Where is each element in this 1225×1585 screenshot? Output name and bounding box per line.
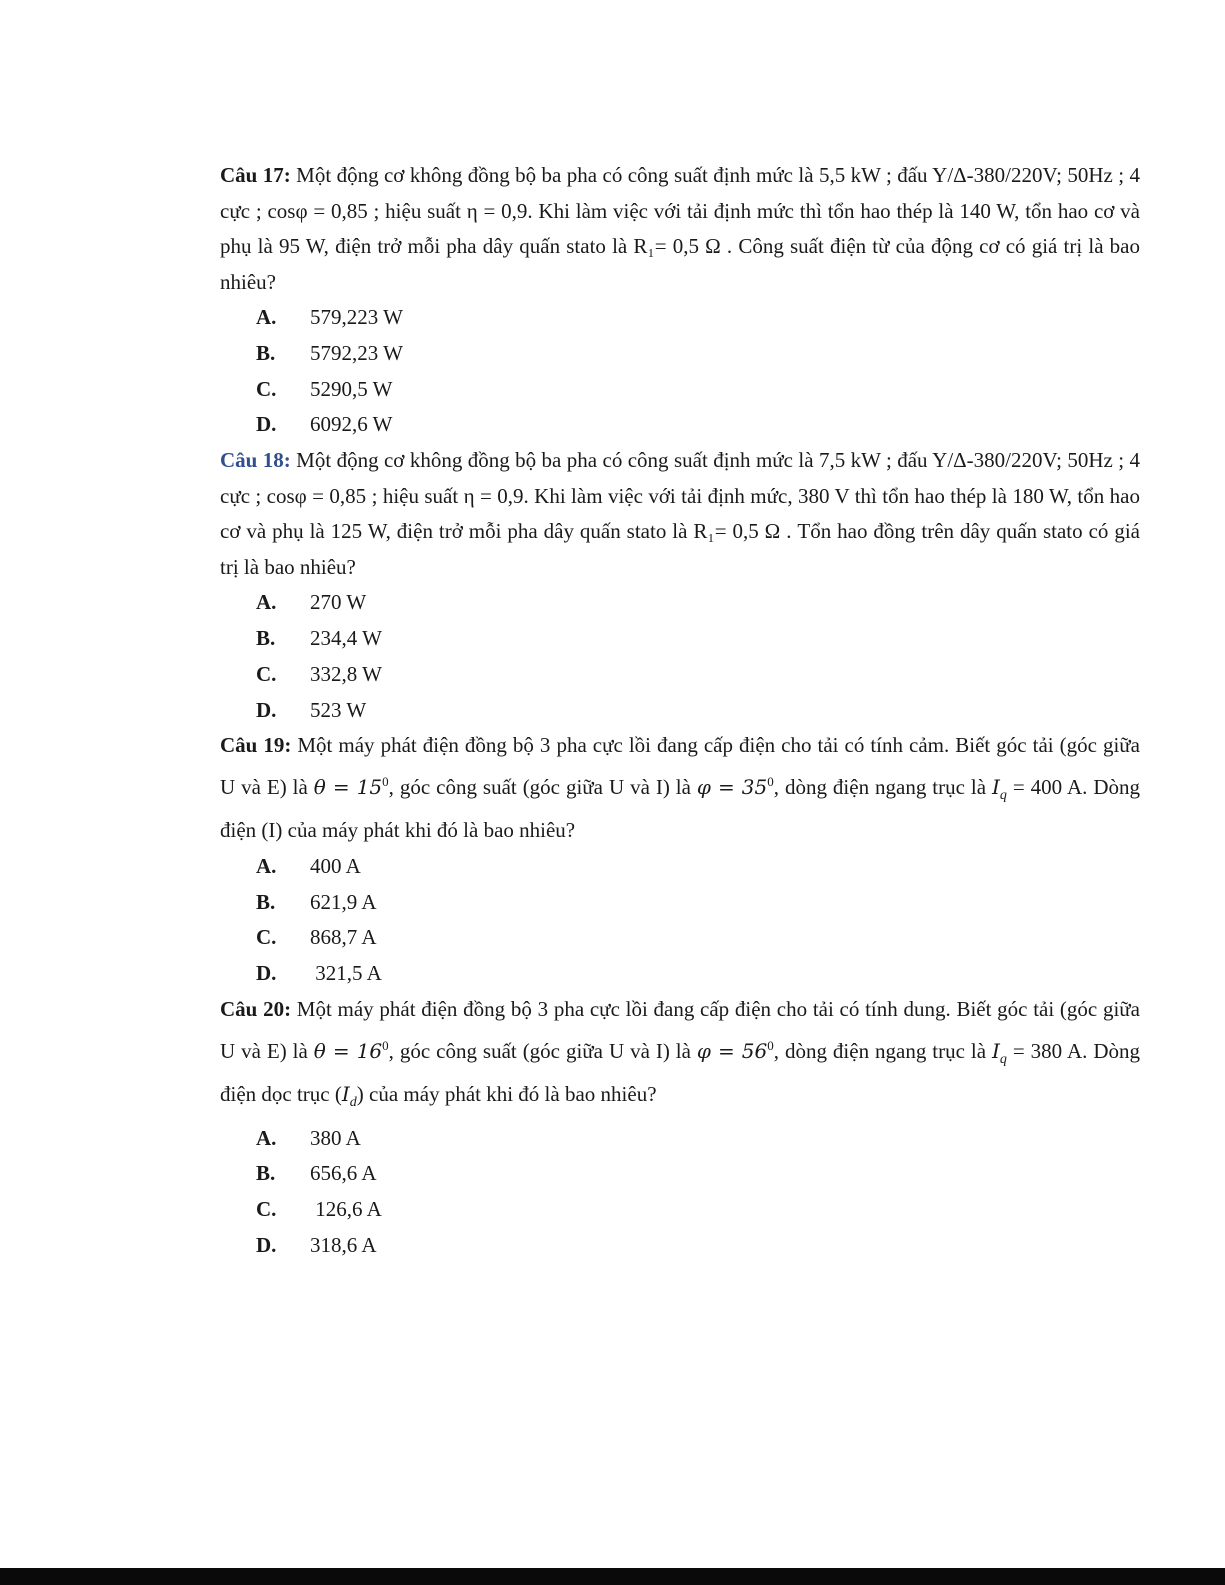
option-letter: D. (256, 1232, 277, 1257)
option-17-c[interactable] (220, 372, 1140, 408)
question-19-text-c: , dòng điện ngang trục là (773, 774, 993, 799)
option-value: 332,8 W (310, 661, 382, 686)
option-value: 5792,23 W (310, 340, 403, 365)
option-20-c[interactable] (220, 1192, 1140, 1228)
question-19-options (220, 849, 1140, 992)
option-letter: B. (256, 625, 276, 650)
question-18-options (220, 585, 1140, 728)
question-19-text-d: = 400 A. Dòng điện (I) của máy phát khi đó là bao nhiêu? (220, 774, 1141, 843)
question-18-stem (220, 443, 1140, 585)
iq-subscript: q (999, 1051, 1007, 1067)
option-value: 656,6 A (310, 1161, 377, 1186)
question-20-text-a: Một máy phát điện đồng bộ 3 pha cực lồi đang cấp điện cho tải có tính dung. Biết góc tải (góc giữa U và E) là (220, 997, 1140, 1063)
option-value: 400 A (310, 853, 361, 878)
theta-degree: 0 (382, 1037, 389, 1053)
option-19-c[interactable] (220, 920, 1140, 956)
option-17-a[interactable] (220, 300, 1140, 336)
option-18-a[interactable] (220, 585, 1140, 621)
question-17-stem (220, 158, 1140, 300)
bottom-border (0, 1568, 1225, 1585)
question-19-stem (220, 728, 1140, 849)
option-17-b[interactable] (220, 336, 1140, 372)
phi-expression: φ = 56 (696, 1038, 768, 1063)
question-19-label: Câu 19: (220, 733, 292, 758)
option-value: 380 A (310, 1125, 361, 1150)
option-value: 5290,5 W (310, 376, 393, 401)
question-20-options (220, 1121, 1140, 1264)
option-17-d[interactable] (220, 407, 1140, 443)
option-value: 321,5 A (310, 961, 382, 986)
iq-subscript: q (999, 787, 1007, 803)
iq-symbol: I (992, 774, 1000, 799)
question-20 (220, 992, 1140, 1264)
iq-symbol: I (992, 1038, 1000, 1063)
option-letter: A. (256, 590, 277, 615)
question-20-text-b: , góc công suất (góc giữa U và I) là (388, 1038, 697, 1063)
option-letter: A. (256, 1125, 277, 1150)
theta-degree: 0 (382, 773, 389, 789)
phi-expression: φ = 35 (696, 774, 768, 799)
option-letter: C. (256, 1197, 277, 1222)
option-value: 270 W (310, 590, 367, 615)
theta-expression: θ = 15 (313, 774, 383, 799)
question-18-label: Câu 18: (220, 448, 291, 473)
option-letter: B. (256, 1161, 276, 1186)
id-symbol: I (341, 1082, 350, 1107)
option-value: 126,6 A (310, 1197, 382, 1222)
theta-expression: θ = 16 (313, 1038, 383, 1063)
option-19-b[interactable] (220, 885, 1140, 921)
option-20-a[interactable] (220, 1121, 1140, 1157)
option-letter: C. (256, 661, 277, 686)
question-19-text-a: Một máy phát điện đồng bộ 3 pha cực lồi đang cấp điện cho tải có tính cảm. Biết góc tải (góc giữa U và E) là (220, 733, 1140, 799)
option-letter: A. (256, 305, 277, 329)
document-page (220, 158, 1140, 1264)
question-18-text: Một động cơ không đồng bộ ba pha có công suất định mức là 7,5 kW ; đấu Y/Δ-380/220V; 50Hz ; 4 cực ; cosφ = 0,85 ; hiệu suất η = 0,9. Khi làm việc với tải định mức, 380 V thì tổn hao thép là 180 W, tổn hao cơ và phụ là 125 W, điện trở mỗi pha dây quấn stato là R₁= 0,5 Ω . Tổn hao đồng trên dây quấn stato có giá trị là bao nhiêu? (220, 448, 1140, 579)
question-17-text: Một động cơ không đồng bộ ba pha có công suất định mức là 5,5 kW ; đấu Y/Δ-380/220V; 50Hz ; 4 cực ; cosφ = 0,85 ; hiệu suất η = 0,9. Khi làm việc với tải định mức thì tổn hao thép là 140 W, tổn hao cơ và phụ là 95 W, điện trở mỗi pha dây quấn stato là R₁= 0,5 Ω . Công suất điện từ của động cơ có giá trị là bao nhiêu? (220, 163, 1140, 294)
option-20-b[interactable] (220, 1156, 1140, 1192)
question-20-label: Câu 20: (220, 997, 292, 1022)
option-value: 318,6 A (310, 1232, 377, 1257)
id-subscript: d (349, 1095, 357, 1111)
option-20-d[interactable] (220, 1228, 1140, 1264)
option-value: 621,9 A (310, 889, 377, 914)
option-18-c[interactable] (220, 657, 1140, 693)
option-value: 234,4 W (310, 625, 382, 650)
option-19-d[interactable] (220, 956, 1140, 992)
question-17-label: Câu 17: (220, 163, 291, 187)
option-letter: C. (256, 376, 277, 401)
phi-degree: 0 (767, 1037, 774, 1053)
question-19-text-b: , góc công suất (góc giữa U và I) là (388, 774, 697, 799)
question-20-stem (220, 992, 1140, 1121)
option-value: 868,7 A (310, 925, 377, 950)
option-letter: B. (256, 889, 276, 914)
question-17-options (220, 300, 1140, 443)
option-value: 579,223 W (310, 305, 403, 329)
question-19 (220, 728, 1140, 992)
option-value: 523 W (310, 697, 367, 722)
option-value: 6092,6 W (310, 412, 393, 437)
option-18-d[interactable] (220, 693, 1140, 729)
question-17 (220, 158, 1140, 443)
option-18-b[interactable] (220, 621, 1140, 657)
option-letter: A. (256, 853, 277, 878)
option-letter: D. (256, 961, 277, 986)
question-18 (220, 443, 1140, 728)
option-19-a[interactable] (220, 849, 1140, 885)
question-20-text-e: ) của máy phát khi đó là bao nhiêu? (356, 1082, 657, 1107)
option-letter: D. (256, 412, 277, 437)
option-letter: C. (256, 925, 277, 950)
question-20-text-d: = 380 A. Dòng điện dọc trục ( (220, 1038, 1141, 1107)
option-letter: B. (256, 340, 276, 365)
option-letter: D. (256, 697, 277, 722)
phi-degree: 0 (767, 773, 774, 789)
question-20-text-c: , dòng điện ngang trục là (773, 1038, 993, 1063)
